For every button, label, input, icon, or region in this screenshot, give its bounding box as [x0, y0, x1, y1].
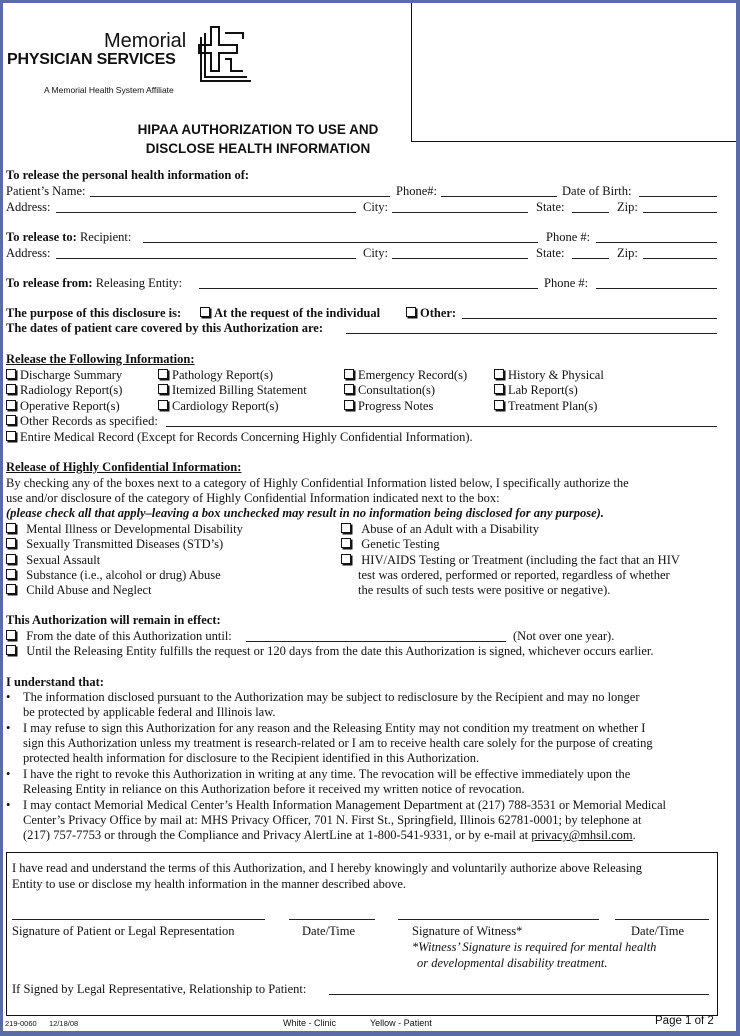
recipient-zip-field[interactable]	[643, 258, 717, 259]
patient-name-field[interactable]	[90, 196, 390, 197]
checkbox-icon[interactable]	[406, 307, 416, 317]
check-itemized-billing[interactable]: Itemized Billing Statement	[158, 383, 307, 398]
effect-note: (Not over one year).	[513, 629, 615, 643]
patient-state-label: State:	[536, 200, 565, 214]
check-radiology-report[interactable]: Radiology Report(s)	[6, 383, 122, 398]
patient-address-field[interactable]	[56, 212, 356, 213]
privacy-email-link[interactable]: privacy@mhsil.com	[531, 828, 633, 842]
effect-until-date-field[interactable]	[246, 641, 506, 642]
checkbox-icon[interactable]	[6, 400, 16, 410]
releasing-entity-field[interactable]	[199, 288, 538, 289]
checkbox-icon[interactable]	[494, 400, 504, 410]
check-substance-abuse[interactable]: Substance (i.e., alcohol or drug) Abuse	[6, 568, 221, 583]
legal-rep-label: If Signed by Legal Representative, Relationship to Patient:	[12, 982, 307, 996]
witness-note-2: or developmental disability treatment.	[417, 956, 608, 970]
checkbox-icon[interactable]	[6, 569, 16, 579]
release-to-row	[6, 230, 131, 245]
patient-city-field[interactable]	[392, 212, 528, 213]
copy-yellow: Yellow - Patient	[370, 1018, 432, 1028]
page-number: Page 1 of 2	[655, 1015, 714, 1027]
checkbox-icon[interactable]	[158, 369, 168, 379]
logo-physician-services: PHYSICIAN SERVICES	[7, 51, 176, 68]
checkbox-icon[interactable]	[200, 307, 210, 317]
checkbox-icon[interactable]	[494, 384, 504, 394]
check-mental-illness[interactable]: Mental Illness or Developmental Disability	[6, 522, 243, 537]
recipient-phone-label: Phone #:	[546, 230, 591, 244]
purpose-label: The purpose of this disclosure is:	[6, 306, 182, 320]
dates-of-care-label: The dates of patient care covered by this Authorization are:	[6, 321, 323, 335]
check-emergency-record[interactable]: Emergency Record(s)	[344, 368, 467, 383]
check-adult-abuse[interactable]: Abuse of an Adult with a Disability	[341, 522, 539, 537]
purpose-option-other[interactable]: Other:	[406, 306, 456, 321]
check-discharge-summary[interactable]: Discharge Summary	[6, 368, 122, 383]
check-lab-report[interactable]: Lab Report(s)	[494, 383, 578, 398]
patient-date-field[interactable]	[289, 919, 375, 920]
patient-zip-field[interactable]	[643, 212, 717, 213]
patient-address-label: Address:	[6, 200, 51, 214]
check-entire-record[interactable]: Entire Medical Record (Except for Records Concerning Highly Confidential Information).	[6, 430, 473, 445]
checkbox-icon[interactable]	[341, 523, 351, 533]
understand-1-line2: be protected by applicable federal and Illinois law.	[23, 705, 276, 719]
patient-phone-field[interactable]	[441, 196, 557, 197]
understand-2-line1: I may refuse to sign this Authorization for any reason and the Releasing Entity may not condition my treatment on whether I	[23, 721, 646, 735]
checkbox-icon[interactable]	[6, 384, 16, 394]
release-info-heading: Release the Following Information:	[6, 352, 195, 366]
understand-1-line1: The information disclosed pursuant to the Authorization may be subject to redisclosure by the Recipient and may no longer	[23, 690, 640, 704]
form-page	[3, 3, 736, 1031]
checkbox-icon[interactable]	[494, 369, 504, 379]
release-to-label: To release to:	[6, 230, 77, 244]
confidential-heading: Release of Highly Confidential Information:	[6, 460, 242, 474]
recipient-city-label: City:	[363, 246, 389, 260]
recipient-state-field[interactable]	[572, 258, 609, 259]
patient-state-field[interactable]	[572, 212, 609, 213]
check-genetic-testing[interactable]: Genetic Testing	[341, 537, 440, 552]
check-treatment-plan[interactable]: Treatment Plan(s)	[494, 399, 597, 414]
recipient-state-label: State:	[536, 246, 565, 260]
affiliate-text: A Memorial Health System Affiliate	[44, 85, 174, 95]
understand-4-line2: Center’s Privacy Office by mail at: MHS Privacy Officer, 701 N. First St., Springfield, Illinois 62781-0001; by telephone at	[23, 813, 642, 827]
checkbox-icon[interactable]	[6, 584, 16, 594]
legal-rep-field[interactable]	[329, 994, 709, 995]
form-date: 12/18/08	[49, 1019, 79, 1028]
entity-phone-field[interactable]	[596, 288, 717, 289]
logo-memorial: Memorial	[104, 30, 187, 52]
copy-white: White - Clinic	[283, 1018, 337, 1028]
understand-2-line3: protected health information for disclosure to the Recipient identified in this Authorization.	[23, 751, 480, 765]
witness-note-1: *Witness’ Signature is required for mental health	[412, 940, 657, 954]
understand-2-line2: sign this Authorization unless my treatment is research-related or I am to receive health care solely for the purpose of creating	[23, 736, 653, 750]
checkbox-icon[interactable]	[6, 431, 16, 441]
check-child-abuse[interactable]: Child Abuse and Neglect	[6, 583, 152, 598]
purpose-other-field[interactable]	[462, 318, 717, 319]
understand-3-line1: I have the right to revoke this Authorization in writing at any time. The revocation will be effective immediately upon the	[23, 767, 631, 781]
confidential-intro-1: By checking any of the boxes next to a category of Highly Confidential Information listed below, I specifically authorize the	[6, 476, 629, 490]
recipient-zip-label: Zip:	[617, 246, 638, 260]
understand-heading: I understand that:	[6, 675, 104, 689]
checkbox-icon[interactable]	[344, 384, 354, 394]
confidential-intro-2: use and/or disclosure of the category of Highly Confidential Information indicated next to the box:	[6, 491, 500, 505]
checkbox-icon[interactable]	[341, 538, 351, 548]
check-progress-notes[interactable]: Progress Notes	[344, 399, 433, 414]
dob-label: Date of Birth:	[562, 184, 632, 198]
recipient-address-field[interactable]	[56, 258, 356, 259]
witness-date-field[interactable]	[615, 919, 709, 920]
check-operative-report[interactable]: Operative Report(s)	[6, 399, 120, 414]
check-hiv-aids[interactable]: HIV/AIDS Testing or Treatment (including the fact that an HIV	[341, 553, 680, 568]
office-use-box	[411, 3, 736, 142]
other-records-field[interactable]	[166, 426, 717, 427]
recipient-address-label: Address:	[6, 246, 51, 260]
bullet-icon: •	[6, 721, 11, 735]
hiv-aids-cont-1: test was ordered, performed or reported, regardless of whether	[358, 568, 670, 582]
checkbox-icon[interactable]	[344, 369, 354, 379]
patient-name-label: Patient’s Name:	[6, 184, 86, 198]
release-from-row	[6, 276, 182, 291]
hiv-aids-cont-2: the results of such tests were positive or negative).	[358, 583, 611, 597]
releasing-entity-label: Releasing Entity:	[95, 276, 183, 290]
checkbox-icon[interactable]	[6, 415, 16, 425]
form-number: 219-0060	[5, 1019, 37, 1028]
patient-date-label: Date/Time	[302, 924, 356, 938]
logo-mark-icon	[197, 25, 253, 83]
check-consultation[interactable]: Consultation(s)	[344, 383, 435, 398]
effect-option-until-date[interactable]: From the date of this Authorization until:	[6, 629, 232, 644]
check-other-records[interactable]: Other Records as specified:	[6, 414, 158, 429]
patient-city-label: City:	[363, 200, 389, 214]
recipient-city-field[interactable]	[392, 258, 528, 259]
form-title-line2: DISCLOSE HEALTH INFORMATION	[145, 141, 371, 156]
recipient-phone-field[interactable]	[596, 242, 717, 243]
confidential-note: (please check all that apply–leaving a box unchecked may result in no information being disclosed for any purpose).	[6, 506, 604, 520]
patient-zip-label: Zip:	[617, 200, 638, 214]
check-sexual-assault[interactable]: Sexual Assault	[6, 553, 100, 568]
witness-date-label: Date/Time	[631, 924, 685, 938]
release-of-heading: To release the personal health information of:	[6, 168, 250, 182]
checkbox-icon[interactable]	[341, 554, 351, 564]
effect-option-until-fulfilled[interactable]: Until the Releasing Entity fulfills the request or 120 days from the date this Authorization is signed, whichever occurs earlier.	[6, 644, 654, 659]
check-std[interactable]: Sexually Transmitted Diseases (STD’s)	[6, 537, 223, 552]
checkbox-icon[interactable]	[158, 384, 168, 394]
bullet-icon: •	[6, 798, 11, 812]
patient-signature-label: Signature of Patient or Legal Representation	[12, 924, 235, 938]
witness-signature-field[interactable]	[398, 919, 599, 920]
checkbox-icon[interactable]	[6, 630, 16, 640]
witness-signature-label: Signature of Witness*	[412, 924, 523, 938]
dob-field[interactable]	[639, 196, 717, 197]
patient-signature-field[interactable]	[12, 919, 265, 920]
dates-of-care-field[interactable]	[346, 333, 717, 334]
form-title-line1: HIPAA AUTHORIZATION TO USE AND	[137, 122, 379, 137]
checkbox-icon[interactable]	[344, 400, 354, 410]
effect-heading: This Authorization will remain in effect:	[6, 613, 221, 627]
checkbox-icon[interactable]	[6, 523, 16, 533]
checkbox-icon[interactable]	[6, 645, 16, 655]
understand-3-line2: Releasing Entity in reliance on this Authorization before it received my written notice of revocation.	[23, 782, 525, 796]
understand-4-line3-row: (217) 757-7753 or through the Compliance and Privacy AlertLine at 1-800-541-9331, or by e-mail at privacy@mhsil.com.	[23, 828, 636, 842]
checkbox-icon[interactable]	[158, 400, 168, 410]
purpose-option-individual[interactable]: At the request of the individual	[200, 306, 380, 321]
check-cardiology-report[interactable]: Cardiology Report(s)	[158, 399, 279, 414]
entity-phone-label: Phone #:	[544, 276, 589, 290]
checkbox-icon[interactable]	[6, 538, 16, 548]
check-pathology-report[interactable]: Pathology Report(s)	[158, 368, 273, 383]
bullet-icon: •	[6, 767, 11, 781]
release-from-label: To release from:	[6, 276, 93, 290]
checkbox-icon[interactable]	[6, 369, 16, 379]
consent-statement-2: Entity to use or disclose my health information in the manner described above.	[12, 877, 406, 891]
check-history-physical[interactable]: History & Physical	[494, 368, 604, 383]
patient-phone-label: Phone#:	[396, 184, 437, 198]
consent-statement-1: I have read and understand the terms of this Authorization, and I hereby knowingly and voluntarily authorize above Releasing	[12, 861, 643, 875]
understand-4-line1: I may contact Memorial Medical Center’s Health Information Management Department at (217) 788-3531 or Memorial Medical	[23, 798, 666, 812]
checkbox-icon[interactable]	[6, 554, 16, 564]
recipient-label: Recipient:	[79, 230, 132, 244]
recipient-field[interactable]	[143, 242, 538, 243]
bullet-icon: •	[6, 690, 11, 704]
